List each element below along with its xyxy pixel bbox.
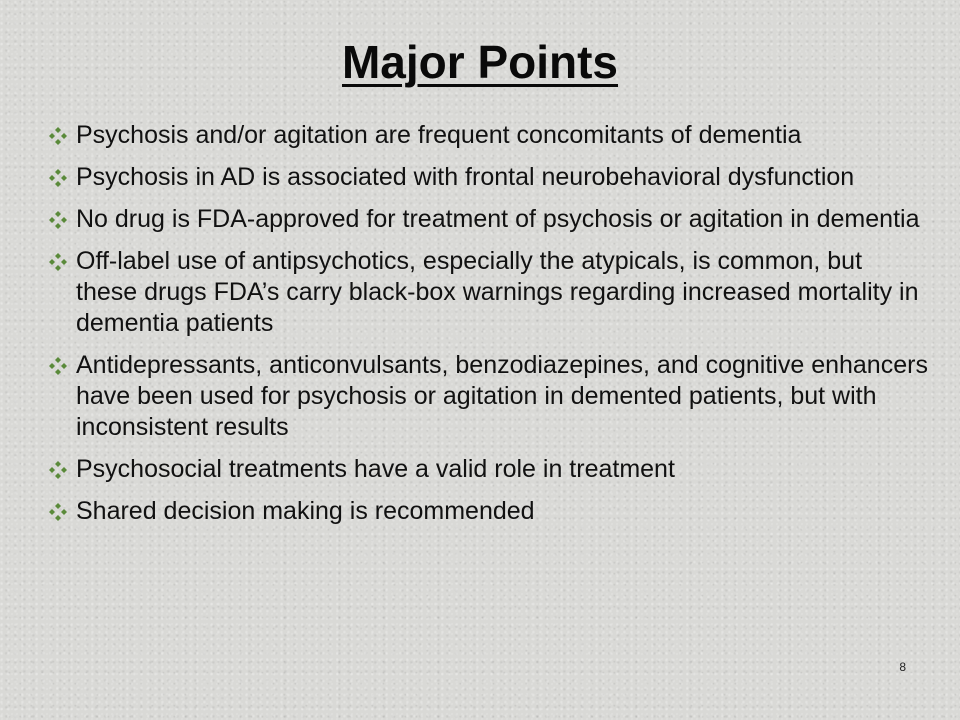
bullet-text: Shared decision making is recommended	[76, 497, 535, 525]
four-diamond-bullet-icon	[48, 210, 68, 230]
bullet-item	[48, 120, 928, 151]
bullet-text: Psychosis in AD is associated with frontal neurobehavioral dysfunction	[76, 163, 855, 191]
four-diamond-bullet-icon	[48, 168, 68, 188]
bullet-text: Off-label use of antipsychotics, especially the atypicals, is common, but these drugs FDA’s carry black-box warnings regarding increased mortality in dementia patients	[76, 247, 919, 337]
bullet-text: Antidepressants, anticonvulsants, benzodiazepines, and cognitive enhancers have been used for psychosis or agitation in demented patients, but with inconsistent results	[76, 351, 928, 441]
page-number: 8	[899, 660, 906, 674]
bullet-item	[48, 246, 928, 339]
bullet-item	[48, 454, 928, 485]
bullet-item	[48, 496, 928, 527]
bullet-text: No drug is FDA-approved for treatment of psychosis or agitation in dementia	[76, 205, 920, 233]
bullet-text: Psychosocial treatments have a valid role in treatment	[76, 455, 675, 483]
four-diamond-bullet-icon	[48, 356, 68, 376]
four-diamond-bullet-icon	[48, 126, 68, 146]
slide-title: Major Points	[341, 36, 619, 88]
bullet-item	[48, 204, 928, 235]
bullet-list	[48, 120, 928, 538]
four-diamond-bullet-icon	[48, 502, 68, 522]
bullet-item	[48, 162, 928, 193]
four-diamond-bullet-icon	[48, 252, 68, 272]
four-diamond-bullet-icon	[48, 460, 68, 480]
bullet-item	[48, 350, 928, 443]
bullet-text: Psychosis and/or agitation are frequent concomitants of dementia	[76, 121, 802, 149]
